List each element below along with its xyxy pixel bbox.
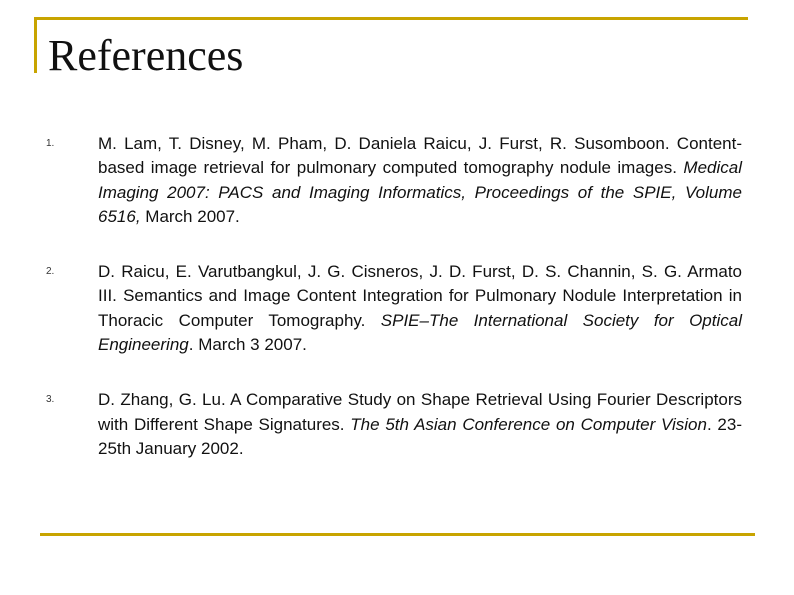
bottom-accent-rule xyxy=(40,533,755,536)
reference-authors: M. Lam, T. Disney, M. Pham, D. Daniela Raicu, J. Furst, R. Susomboon. xyxy=(98,134,670,153)
reference-date: March 2007. xyxy=(145,206,240,226)
reference-title: A Comparative Study on Shape Retrieval Using Fourier Descriptors with Different Shape Signatures. xyxy=(98,390,742,434)
reference-list xyxy=(46,132,742,492)
top-accent-rule xyxy=(34,17,748,20)
reference-number: 1. xyxy=(46,138,55,149)
reference-item-1 xyxy=(46,132,742,229)
reference-number: 2. xyxy=(46,266,55,278)
reference-title: Semantics and Image Content Integration for Pulmonary Nodule Interpretation in Thoracic Computer Tomography. xyxy=(98,286,742,330)
reference-item-2 xyxy=(46,260,742,357)
reference-item-3 xyxy=(46,388,742,461)
reference-number: 3. xyxy=(46,394,55,406)
reference-date: . 23-25th January 2002. xyxy=(98,414,742,458)
left-accent-rule xyxy=(34,17,37,73)
page-title: References xyxy=(48,31,244,80)
reference-venue: The 5th Asian Conference on Computer Vision xyxy=(350,414,707,434)
reference-title: Content-based image retrieval for pulmonary computed tomography nodule images. xyxy=(98,134,742,178)
reference-venue: Medical Imaging 2007: PACS and Imaging Informatics, Proceedings of the SPIE, Volume 6516, xyxy=(98,158,742,226)
reference-venue: SPIE–The International Society for Optical Engineering xyxy=(98,310,742,355)
reference-authors: D. Zhang, G. Lu. xyxy=(98,390,226,410)
reference-authors: D. Raicu, E. Varutbangkul, J. G. Cisneros, J. D. Furst, D. S. Channin, S. G. Armato III. xyxy=(98,262,742,306)
reference-date: . March 3 2007. xyxy=(188,335,307,355)
